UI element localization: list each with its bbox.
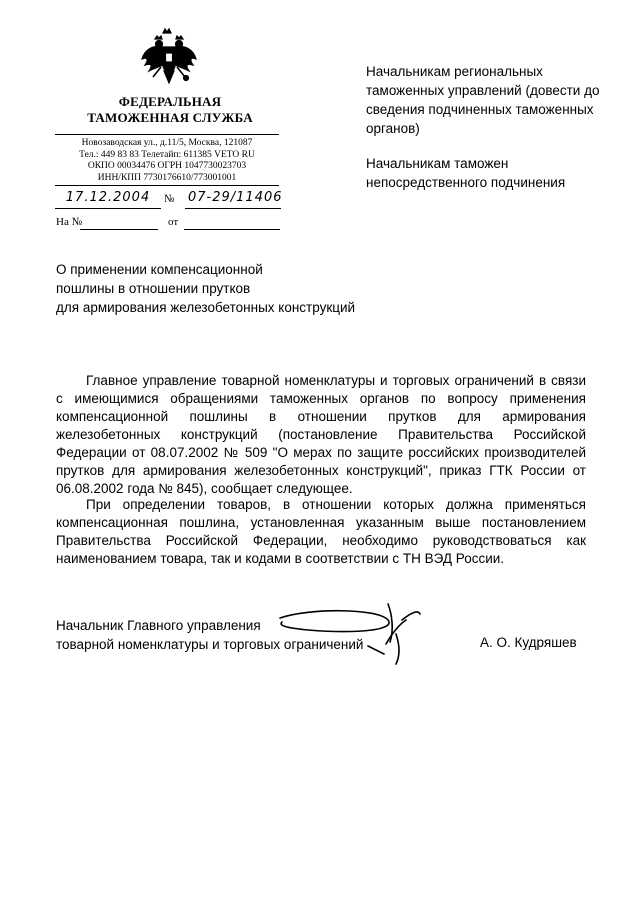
org-title-line1: ФЕДЕРАЛЬНАЯ: [118, 94, 222, 109]
org-title-line2: ТАМОЖЕННАЯ СЛУЖБА: [87, 110, 253, 125]
header-divider-top: [55, 134, 279, 135]
signatory-title-line1: Начальник Главного управления: [56, 618, 261, 633]
reference-number-blank: [80, 229, 158, 230]
addressee-regional-offices: Начальникам региональных таможенных управлений (довести до сведения подчиненных таможенных органов): [366, 64, 600, 136]
body-paragraph-1: Главное управление товарной номенклатуры и торговых ограничений в связи с имеющимися обращениями таможенных органов по вопросу применения компенсационной пошлины в отношении прутков для армирования железобетонных конструкций (постановление Правительства Российской Федерации от 08.07.2002 № 509 "О мерах по защите российских производителей прутков для армирования железобетонных конструкций", приказ ГТК России от 06.08.2002 года № 845), сообщает следующее.: [56, 373, 586, 496]
handwritten-signature-icon: [268, 590, 458, 670]
address-line3: ОКПО 00034476 ОГРН 1047730023703: [87, 161, 247, 171]
signatory-name: А. О. Кудряшев: [480, 635, 577, 650]
organization-address: [55, 138, 279, 184]
registration-number-underline: [185, 208, 281, 209]
subject-line3: для армирования железобетонных конструкций: [56, 300, 356, 315]
header-divider-bottom: [55, 185, 279, 186]
reference-number-label: На №: [56, 216, 83, 228]
address-line4: ИНН/КПП 7730176610/773001001: [97, 172, 237, 183]
body-paragraph-2: При определении товаров, в отношении которых должна применяться компенсационная пошлина, установленная указанным выше постановлением Правительства Российской Федерации, необходимо руководствоваться как наименованием товара, так и кодами в соответствии с ТН ВЭД России.: [56, 497, 586, 566]
registration-date: 17.12.2004: [65, 190, 151, 205]
signatory-title-line2: товарной номенклатуры и торговых ограничений: [56, 637, 364, 652]
reference-date-label: от: [168, 216, 179, 228]
addressee-customs-heads: Начальникам таможен непосредственного подчинения: [366, 156, 566, 190]
registration-number: 07-29/11406: [188, 190, 283, 205]
organization-title: [60, 94, 280, 126]
registration-date-underline: [55, 208, 161, 209]
subject-line1: О применении компенсационной: [56, 262, 263, 277]
letter-subject: [56, 260, 386, 317]
address-line2: Тел.: 449 83 83 Телетайп: 611385 VETO RU: [79, 149, 255, 160]
double-headed-eagle-emblem-icon: [139, 27, 199, 85]
subject-line2: пошлины в отношении прутков: [56, 281, 251, 296]
registration-number-label: №: [164, 193, 175, 205]
reference-date-blank: [184, 229, 280, 230]
address-line1: Новозаводская ул., д.11/5, Москва, 121087: [81, 138, 253, 148]
